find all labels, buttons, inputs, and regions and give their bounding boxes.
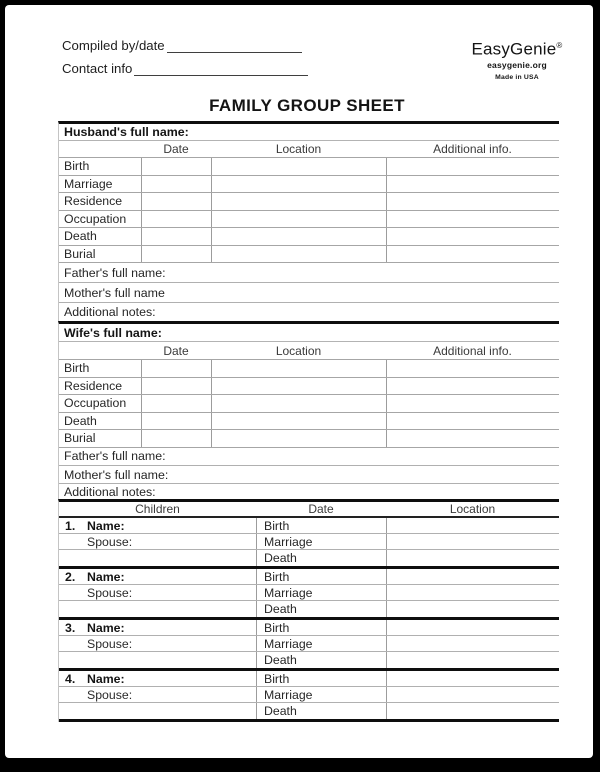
wife-row-birth [59, 360, 559, 378]
additional-info-column-header: Additional info. [433, 142, 512, 156]
additional-info-cell [386, 176, 559, 193]
location-cell [211, 430, 386, 447]
husband-row-residence [59, 193, 559, 211]
additional-info-cell [386, 430, 559, 447]
children-section [58, 499, 559, 722]
additional-info-cell [386, 413, 559, 430]
location-cell [211, 395, 386, 412]
child-name-cell [59, 585, 256, 600]
child-death-row [59, 601, 559, 617]
event-row-label: Occupation [64, 211, 127, 226]
child-number: 3. [65, 620, 76, 635]
wife-additional-notes-row: Additional notes: [64, 484, 156, 499]
child-location-cell [386, 569, 559, 584]
event-row-label: Residence [64, 378, 123, 393]
child-event-label: Death [256, 703, 386, 719]
contact-info-row [62, 61, 308, 76]
date-cell [141, 211, 211, 228]
location-cell [211, 193, 386, 210]
additional-info-cell [386, 228, 559, 245]
additional-info-cell [386, 360, 559, 377]
husband-row-occupation [59, 211, 559, 229]
wife-row-residence [59, 378, 559, 396]
date-column-header: Date [163, 343, 189, 358]
child-name-label: Name: [87, 569, 125, 584]
additional-info-cell [386, 193, 559, 210]
children-blocks [59, 518, 559, 722]
registered-mark: ® [556, 41, 563, 50]
husband-father-name-row: Father's full name: [59, 263, 559, 283]
child-spouse-label: Spouse: [87, 585, 133, 600]
date-column-header: Date [163, 142, 189, 156]
event-row-label: Marriage [64, 176, 113, 191]
husband-row-marriage [59, 176, 559, 194]
additional-info-column-header: Additional info. [433, 343, 512, 358]
location-cell [211, 246, 386, 263]
child-name-cell [59, 569, 256, 584]
child-location-cell [386, 550, 559, 566]
husband-mother-name-row: Mother's full name [59, 283, 559, 303]
made-in-usa-label: Made in USA [495, 73, 539, 81]
child-name-cell [59, 601, 256, 617]
child-event-label: Marriage [256, 687, 386, 702]
location-cell [211, 228, 386, 245]
child-block [59, 671, 559, 722]
child-death-row [59, 550, 559, 566]
child-location-cell [386, 518, 559, 533]
event-row-label: Death [64, 413, 97, 428]
child-name-cell [59, 620, 256, 635]
brand-website: easygenie.org [487, 59, 547, 70]
additional-info-cell [386, 378, 559, 395]
wife-mother-name-row: Mother's full name: [59, 466, 559, 484]
child-location-cell [386, 601, 559, 617]
child-name-label: Name: [87, 671, 125, 686]
event-row-label: Residence [64, 194, 123, 209]
compiled-by-label: Compiled by/date [62, 38, 165, 53]
additional-info-cell [386, 246, 559, 263]
child-birth-row [59, 569, 559, 585]
child-name-cell [59, 687, 256, 702]
husband-row-birth [59, 158, 559, 176]
additional-info-cell [386, 211, 559, 228]
date-cell [141, 158, 211, 175]
compiled-by-fill-line [167, 39, 302, 53]
location-cell [211, 158, 386, 175]
event-row-label: Burial [64, 431, 96, 446]
child-location-cell [386, 534, 559, 549]
location-cell [211, 211, 386, 228]
form-body [58, 121, 559, 722]
child-death-row [59, 652, 559, 668]
wife-row-burial [59, 430, 559, 448]
child-name-cell [59, 518, 256, 533]
date-cell [141, 176, 211, 193]
wife-section [58, 321, 559, 499]
child-spouse-label: Spouse: [87, 636, 133, 651]
child-marriage-row [59, 534, 559, 550]
contact-info-fill-line [134, 62, 308, 76]
child-location-cell [386, 703, 559, 719]
location-cell [211, 360, 386, 377]
child-location-cell [386, 671, 559, 686]
child-location-cell [386, 636, 559, 651]
date-cell [141, 228, 211, 245]
children-column-header-row [59, 502, 559, 518]
children-column-header: Children [135, 502, 180, 516]
wife-full-name-row: Wife's full name: [59, 324, 559, 342]
event-row-label: Occupation [64, 396, 127, 411]
child-name-cell [59, 550, 256, 566]
husband-row-death [59, 228, 559, 246]
event-row-label: Birth [64, 159, 90, 174]
date-cell [141, 413, 211, 430]
husband-event-rows [59, 158, 559, 263]
child-birth-row [59, 671, 559, 687]
wife-column-header-row [59, 342, 559, 360]
location-cell [211, 176, 386, 193]
child-location-cell [386, 585, 559, 600]
child-event-label: Death [256, 652, 386, 668]
husband-section [58, 121, 559, 321]
child-name-cell [59, 703, 256, 719]
location-column-header: Location [275, 142, 322, 156]
location-column-header: Location [449, 502, 496, 516]
contact-info-label: Contact info [62, 61, 133, 76]
brand-name [417, 36, 593, 59]
child-event-label: Marriage [256, 585, 386, 600]
child-event-label: Death [256, 601, 386, 617]
date-column-header: Date [308, 502, 334, 516]
child-spouse-label: Spouse: [87, 687, 133, 702]
child-marriage-row [59, 687, 559, 703]
wife-father-name-row: Father's full name: [59, 448, 559, 467]
child-event-label: Birth [256, 620, 386, 635]
date-cell [141, 193, 211, 210]
child-spouse-label: Spouse: [87, 534, 133, 549]
event-row-label: Birth [64, 361, 90, 376]
husband-additional-notes-row: Additional notes: [64, 305, 156, 319]
child-event-label: Marriage [256, 636, 386, 651]
date-cell [141, 378, 211, 395]
child-birth-row [59, 518, 559, 534]
child-block [59, 569, 559, 620]
child-location-cell [386, 620, 559, 635]
child-block [59, 518, 559, 569]
child-event-label: Birth [256, 518, 386, 533]
husband-row-burial [59, 246, 559, 264]
date-cell [141, 430, 211, 447]
child-marriage-row [59, 636, 559, 652]
compiled-by-row [62, 38, 302, 53]
child-location-cell [386, 652, 559, 668]
child-number: 2. [65, 569, 76, 584]
child-number: 1. [65, 518, 76, 533]
additional-info-cell [386, 158, 559, 175]
child-event-label: Death [256, 550, 386, 566]
child-death-row [59, 703, 559, 719]
paper-form-page [5, 5, 593, 758]
child-number: 4. [65, 671, 76, 686]
date-cell [141, 395, 211, 412]
child-birth-row [59, 620, 559, 636]
date-cell [141, 360, 211, 377]
child-name-cell [59, 636, 256, 651]
additional-info-cell [386, 395, 559, 412]
child-name-label: Name: [87, 620, 125, 635]
location-cell [211, 413, 386, 430]
child-name-label: Name: [87, 518, 125, 533]
brand-name-text: EasyGenie [471, 39, 557, 59]
child-name-cell [59, 671, 256, 686]
husband-full-name-row: Husband's full name: [59, 124, 559, 141]
child-name-cell [59, 534, 256, 549]
easygenie-logo [417, 36, 593, 81]
child-marriage-row [59, 585, 559, 601]
child-event-label: Birth [256, 569, 386, 584]
event-row-label: Death [64, 229, 97, 244]
wife-row-death [59, 413, 559, 431]
husband-column-header-row [59, 141, 559, 158]
location-cell [211, 378, 386, 395]
wife-row-occupation [59, 395, 559, 413]
child-event-label: Marriage [256, 534, 386, 549]
child-location-cell [386, 687, 559, 702]
child-block [59, 620, 559, 671]
date-cell [141, 246, 211, 263]
child-name-cell [59, 652, 256, 668]
location-column-header: Location [275, 343, 322, 358]
wife-event-rows [59, 360, 559, 448]
page-title: FAMILY GROUP SHEET [209, 96, 405, 115]
child-event-label: Birth [256, 671, 386, 686]
event-row-label: Burial [64, 246, 96, 261]
